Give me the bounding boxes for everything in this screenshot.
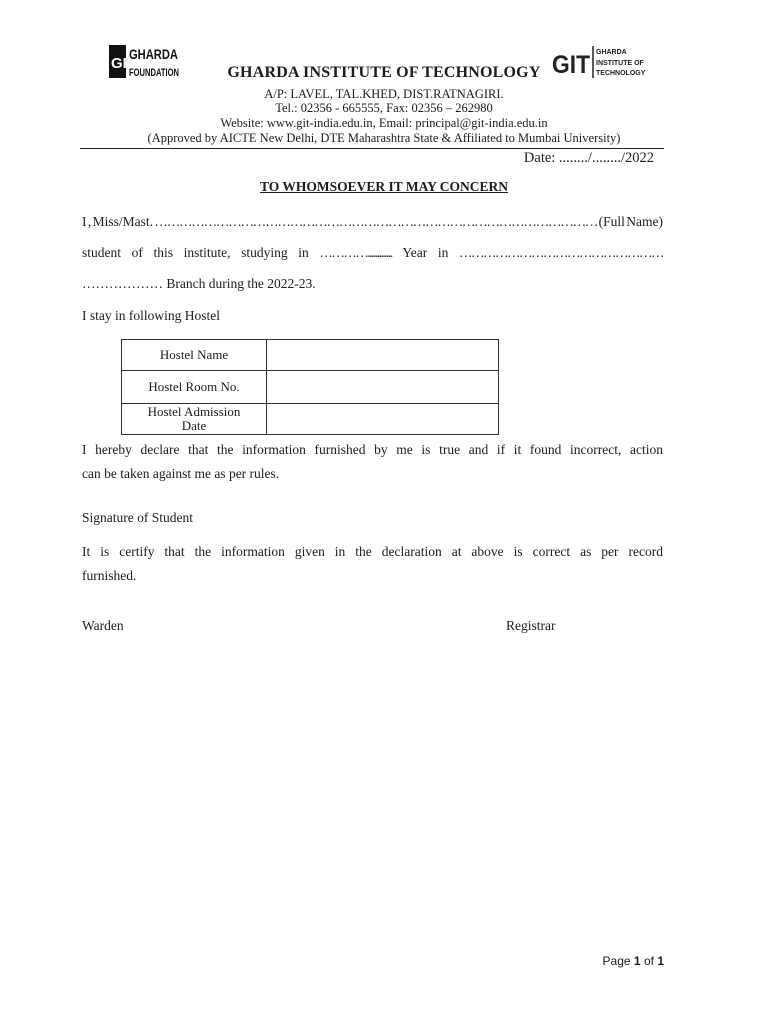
institute-website: Website: www.git-india.edu.in, Email: principal@git-india.edu.in [220, 116, 548, 130]
certify-line-1: It is certify that the information given in the declaration at above is correct as per record [82, 544, 663, 559]
hostel-details-table [121, 339, 499, 435]
date-line: Date: ......../......../2022 [523, 150, 654, 166]
label-line: Date [181, 418, 207, 433]
year-blank[interactable]: …………............. [319, 245, 392, 260]
svg-text:INSTITUTE OF: INSTITUTE OF [596, 60, 644, 67]
hostel-intro: I stay in following Hostel [82, 308, 220, 323]
word: institute, [183, 245, 231, 260]
department-blank[interactable]: …………………………………………… [458, 245, 663, 260]
title-choice: Miss/Mast. [92, 214, 154, 229]
table-row [122, 371, 499, 404]
hostel-name-field[interactable] [267, 340, 499, 371]
page-number [603, 954, 664, 968]
word: student [82, 245, 121, 260]
registrar-label: Registrar [506, 618, 556, 633]
word: studying [241, 245, 288, 260]
word: Year [402, 245, 428, 260]
word: this [153, 245, 173, 260]
branch-line: ……………… Branch during the 2022-23. [82, 276, 316, 291]
institute-approval: (Approved by AICTE New Delhi, DTE Maharashtra State & Affiliated to Mumbai University) [147, 131, 621, 145]
svg-text:FOUNDATION: FOUNDATION [129, 67, 180, 79]
svg-text:GHARDA: GHARDA [129, 46, 178, 62]
table-row [122, 404, 499, 435]
student-signature-label: Signature of Student [82, 510, 193, 525]
page-of: of [643, 954, 654, 968]
svg-text:GHARDA: GHARDA [596, 49, 627, 56]
full-label-part: (Full [598, 214, 625, 229]
header-divider [80, 148, 664, 149]
page-current: 1 [633, 954, 641, 968]
hostel-name-label: Hostel Name [122, 340, 267, 371]
institute-name: GHARDA INSTITUTE OF TECHNOLOGY [227, 64, 541, 81]
declaration-line-1: I hereby declare that the information furnished by me is true and if it found incorrect, action [82, 442, 663, 457]
word: in [298, 245, 309, 260]
word: in [437, 245, 449, 260]
comma: , [87, 214, 92, 229]
warden-label: Warden [82, 618, 124, 633]
table-row [122, 340, 499, 371]
full-name-line [82, 214, 663, 230]
study-year-line [82, 245, 663, 261]
certify-line-2: furnished. [82, 568, 137, 583]
hostel-admission-label [122, 404, 267, 435]
name-label-part: Name) [626, 214, 663, 229]
page-total: 1 [657, 954, 664, 968]
svg-text:TECHNOLOGY: TECHNOLOGY [596, 70, 646, 77]
pronoun: I [82, 214, 87, 229]
hostel-admission-field[interactable] [267, 404, 499, 435]
institute-address: A/P: LAVEL, TAL.KHED, DIST.RATNAGIRI. [264, 87, 504, 101]
declaration-line-2: can be taken against me as per rules. [82, 466, 280, 481]
svg-text:GIT: GIT [552, 51, 590, 79]
hostel-room-field[interactable] [267, 371, 499, 404]
institute-phone: Tel.: 02356 - 665555, Fax: 02356 – 262980 [275, 101, 493, 115]
full-name-blank[interactable]: ……………………………………………………………………………………………… [154, 214, 598, 229]
page-prefix: Page [602, 954, 631, 968]
label-line: Hostel Admission [147, 404, 241, 419]
word: of [131, 245, 143, 260]
svg-text:GF: GF [111, 55, 132, 72]
letter-subject: TO WHOMSOEVER IT MAY CONCERN [259, 179, 509, 194]
hostel-room-label: Hostel Room No. [122, 371, 267, 404]
